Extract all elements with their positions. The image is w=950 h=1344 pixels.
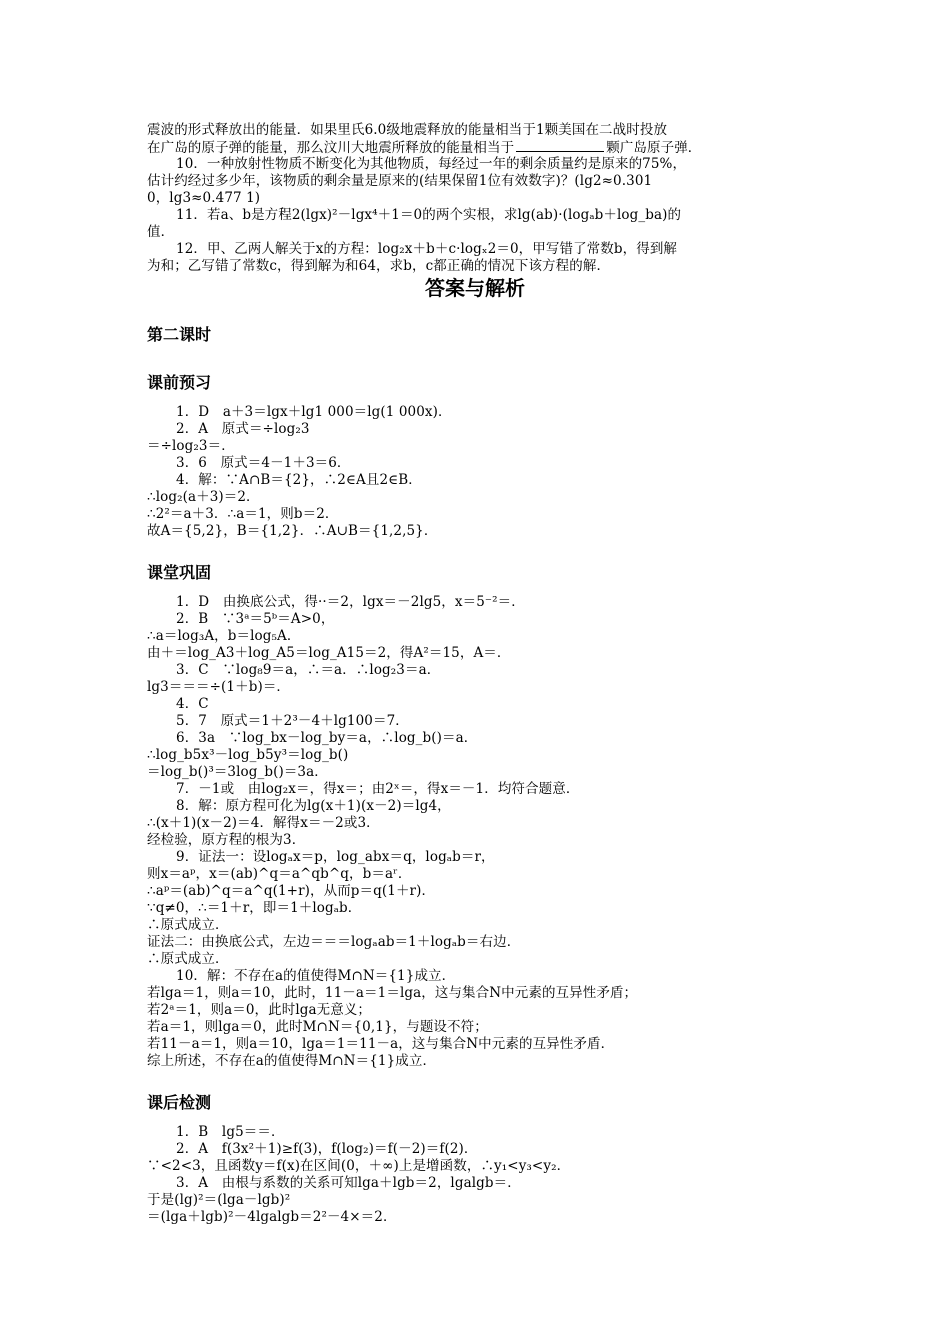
text-line: 3．A 由根与系数的关系可知lga＋lgb＝2，lgalgb＝．: [176, 1175, 521, 1191]
text-line: 若lga＝1，则a＝10，此时，11－a＝1＝lga，这与集合N中元素的互异性矛盾；: [147, 985, 638, 1001]
text-line: 由＋＝log_A3＋log_A5＝log_A15＝2，得A²＝15，A＝．: [147, 645, 511, 661]
section-heading-after: 课后检测: [147, 1093, 212, 1112]
text-line: ∴log₂(a＋3)＝2．: [147, 489, 260, 505]
text-line: 3．6 原式＝4－1＋3＝6．: [176, 455, 351, 471]
text-line: ∴原式成立．: [147, 951, 229, 967]
text-line: 10．一种放射性物质不断变化为其他物质，每经过一年的剩余质量约是原来的75%，: [176, 156, 687, 172]
text-line: 0，lg3≈0.477 1): [147, 190, 261, 206]
text-line: 4．解：∵A∩B＝{2}，∴2∈A且2∈B．: [176, 472, 422, 488]
text-line: 10．解：不存在a的值使得M∩N＝{1}成立．: [176, 968, 456, 984]
text-line: 估计约经过多少年，该物质的剩余量是原来的(结果保留1位有效数字)？(lg2≈0.301: [147, 173, 653, 189]
text-line: 3．C ∵log₈9＝a，∴＝a．∴log₂3＝a．: [176, 662, 441, 678]
section-heading-class: 课堂巩固: [147, 563, 212, 582]
text-line: 2．A f(3x²＋1)≥f(3)，f(log₂)＝f(－2)＝f(2)．: [176, 1141, 478, 1157]
answers-title: 答案与解析: [425, 276, 525, 300]
text-line: 5．7 原式＝1＋2³－4＋lg100＝7．: [176, 713, 409, 729]
text-line: ∴aᵖ＝(ab)^q＝a^q(1+r)，从而p＝q(1＋r)．: [147, 883, 436, 899]
text-line: 11．若a、b是方程2(lgx)²－lgx⁴＋1＝0的两个实根，求lg(ab)·(logₐb＋log_ba)的: [176, 207, 682, 223]
text-line: 证法二：由换底公式，左边＝＝＝logₐab＝1＋logₐb＝右边．: [147, 934, 521, 950]
text-line: 2．B ∵3ᵃ＝5ᵇ＝A>0，: [176, 611, 335, 627]
text-line: lg3＝＝＝÷(1＋b)＝．: [147, 679, 291, 695]
text-line: 1．D a＋3＝lgx＋lg1 000＝lg(1 000x)．: [176, 404, 452, 420]
text-line: 若2ᵃ＝1，则a＝0，此时lga无意义；: [147, 1002, 372, 1018]
text-line: 则x＝aᵖ，x＝(ab)^q＝a^qb^q，b＝aʳ．: [147, 866, 412, 882]
text-line: 1．D 由换底公式，得··＝2，lgx＝－2lg5，x＝5⁻²＝．: [176, 594, 525, 610]
text-line: ∵q≠0，∴＝1＋r，即＝1＋logₐb．: [147, 900, 362, 916]
text-line: 故A＝{5,2}，B＝{1,2}．∴A∪B＝{1,2,5}．: [147, 523, 438, 539]
text-line: 综上所述，不存在a的值使得M∩N＝{1}成立．: [147, 1053, 437, 1069]
section-heading-preview: 课前预习: [147, 373, 212, 392]
text-line: ∵<2<3，且函数y＝f(x)在区间(0，＋∞)上是增函数，∴y₁<y₃<y₂．: [147, 1158, 571, 1174]
text-line: 于是(lg)²＝(lga－lgb)²: [147, 1192, 291, 1208]
text-line: 2．A 原式＝÷log₂3: [176, 421, 310, 437]
text-line: 6．3a ∵log_bx－log_by＝a，∴log_b()＝a．: [176, 730, 478, 746]
text-line: 9．证法一：设logₐx＝p，log_abx＝q，logₐb＝r，: [176, 849, 495, 865]
text-line: 12．甲、乙两人解关于x的方程：log₂x＋b＋c·logₓ2＝0，甲写错了常数b，得到解: [176, 241, 678, 257]
text-line: 在广岛的原子弹的能量，那么汶川大地震所释放的能量相当于 颗广岛原子弹．: [147, 140, 702, 156]
text-line: ∴(x＋1)(x－2)＝4．解得x＝－2或3．: [147, 815, 380, 831]
section-heading-lesson: 第二课时: [147, 325, 212, 344]
text-line: ＝log_b()³＝3log_b()＝3a．: [147, 764, 328, 780]
text-line: ∴a＝log₃A，b＝log₅A．: [147, 628, 301, 644]
text-line: ∴2²＝a＋3．∴a＝1，则b＝2．: [147, 506, 339, 522]
text-line: 震波的形式释放出的能量．如果里氏6.0级地震释放的能量相当于1颗美国在二战时投放: [147, 122, 668, 138]
text-line: ＝÷log₂3＝．: [147, 438, 235, 454]
text-line: ∴log_b5x³－log_b5y³＝log_b(): [147, 747, 349, 763]
text-line: 若11－a＝1，则a＝10，lga＝1＝11－a，这与集合N中元素的互异性矛盾．: [147, 1036, 615, 1052]
text-line: 8．解：原方程可化为lg(x＋1)(x－2)＝lg4，: [176, 798, 451, 814]
text-line: ∴原式成立．: [147, 917, 229, 933]
text-line: 若a＝1，则lga＝0，此时M∩N＝{0,1}，与题设不符；: [147, 1019, 488, 1035]
answer-blank: [516, 139, 604, 152]
text-line: 为和；乙写错了常数c，得到解为和64，求b，c都正确的情况下该方程的解．: [147, 258, 611, 274]
text-line: 经检验，原方程的根为3．: [147, 832, 306, 848]
text-line: 4．C: [176, 696, 209, 712]
text-line: 1．B lg5＝＝．: [176, 1124, 285, 1140]
text-line: ＝(lga＋lgb)²－4lgalgb＝2²－4×＝2．: [147, 1209, 397, 1225]
text-line: 值．: [147, 224, 175, 240]
text-line: 7．－1或 由log₂x＝，得x＝；由2ˣ＝，得x＝－1．均符合题意．: [176, 781, 580, 797]
